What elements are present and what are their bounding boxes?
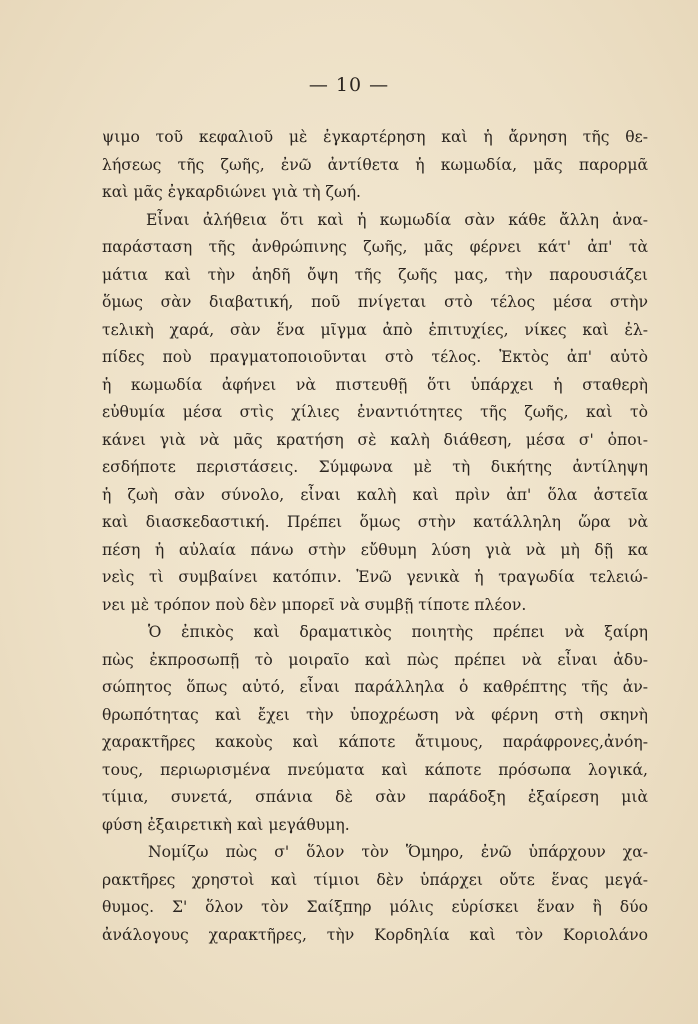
text-line: ψιμο τοῦ κεφαλιοῦ μὲ ἐγκαρτέρηση καὶ ἡ ἄρνηση τῆς θε- [102, 128, 648, 146]
text-line: θρωπότητας καὶ ἔχει τὴν ὑποχρέωση νὰ φέρνη στὴ σκηνὴ [102, 705, 648, 724]
text-line: κάνει γιὰ νὰ μᾶς κρατήση σὲ καλὴ διάθεση, μέσα σ' ὁποι- [102, 430, 648, 449]
text-line: πίδες ποὺ πραγματοποιοῦνται στὸ τέλος. Ἐκτὸς ἀπ' αὐτὸ [102, 348, 648, 366]
text-line: νει μὲ τρόπον ποὺ δὲν μπορεῖ νὰ συμβῇ τίποτε πλέον. [102, 595, 527, 614]
text-line: Νομίζω πὼς σ' ὅλον τὸν Ὅμηρο, ἐνῶ ὑπάρχουν χα- [148, 843, 648, 861]
text-line: παράσταση τῆς ἀνθρώπινης ζωῆς, μᾶς φέρνει κάτ' ἀπ' τὰ [102, 238, 648, 256]
text-line: τελικὴ χαρά, σὰν ἕνα μῖγμα ἀπὸ ἐπιτυχίες, νίκες καὶ ἐλ- [102, 320, 648, 339]
text-line: λήσεως τῆς ζωῆς, ἐνῶ ἀντίθετα ἡ κωμωδία, μᾶς παρορμᾶ [102, 155, 648, 174]
text-line: σώπητος ὅπως αὐτό, εἶναι παράλληλα ὁ καθρέπτης τῆς ἀν- [102, 678, 648, 696]
text-line: εσδήποτε περιστάσεις. Σύμφωνα μὲ τὴ δικήτης ἀντίληψη [102, 458, 648, 476]
page-number: — 10 — [308, 74, 390, 96]
text-line: χαρακτῆρες κακοὺς καὶ κάποτε ἄτιμους, παράφρονες,ἀνόη- [102, 733, 648, 751]
text-line: τους, περιωρισμένα πνεύματα καὶ κάποτε πρόσωπα λογικά, [102, 760, 648, 779]
text-line: Ὁ ἐπικὸς καὶ δραματικὸς ποιητὴς πρέπει νὰ ξαίρη [148, 623, 648, 641]
text-line: ἡ κωμωδία ἀφήνει νὰ πιστευθῇ ὅτι ὑπάρχει ἡ σταθερὴ [102, 375, 648, 394]
text-line: καὶ διασκεδαστική. Πρέπει ὅμως στὴν κατάλληλη ὥρα νὰ [102, 513, 648, 531]
text-line: τίμια, συνετά, σπάνια δὲ σὰν παράδοξη ἐξαίρεση μιὰ [102, 788, 648, 806]
text-line: ἡ ζωὴ σὰν σύνολο, εἶναι καλὴ καὶ πρὶν ἀπ' ὅλα ἀστεῖα [102, 485, 648, 504]
text-line: θυμος. Σ' ὅλον τὸν Σαίξπηρ μόλις εὑρίσκει ἕναν ἢ δύο [102, 898, 648, 916]
text-line: νεὶς τὶ συμβαίνει κατόπιν. Ἐνῶ γενικὰ ἡ τραγωδία τελειώ- [102, 568, 648, 586]
body-text [102, 124, 648, 949]
text-line: πὼς ἐκπροσωπῇ τὸ μοιραῖο καὶ πὼς πρέπει νὰ εἶναι ἀδυ- [102, 650, 648, 669]
text-line: ὅμως σὰν διαβατική, ποῦ πνίγεται στὸ τέλος μέσα στὴν [102, 293, 648, 311]
text-line: Εἶναι ἀλήθεια ὅτι καὶ ἡ κωμωδία σὰν κάθε ἄλλη ἀνα- [146, 210, 648, 229]
text-line: φύση ἐξαιρετικὴ καὶ μεγάθυμη. [102, 815, 350, 834]
text-line: μάτια καὶ τὴν ἀηδῆ ὄψη τῆς ζωῆς μας, τὴν παρουσιάζει [102, 265, 648, 284]
text-line: ἀνάλογους χαρακτῆρες, τὴν Κορδηλία καὶ τὸν Κοριολάνο [102, 925, 648, 944]
text-line: εὐθυμία μέσα στὶς χίλιες ἐναντιότητες τῆς ζωῆς, καὶ τὸ [102, 403, 648, 421]
text-line: ρακτῆρες χρηστοὶ καὶ τίμιοι δὲν ὑπάρχει οὔτε ἕνας μεγά- [102, 870, 648, 889]
text-line: πέση ἡ αὐλαία πάνω στὴν εὔθυμη λύση γιὰ νὰ μὴ δῇ κα [102, 540, 648, 559]
text-line: καὶ μᾶς ἐγκαρδιώνει γιὰ τὴ ζωή. [102, 183, 361, 201]
